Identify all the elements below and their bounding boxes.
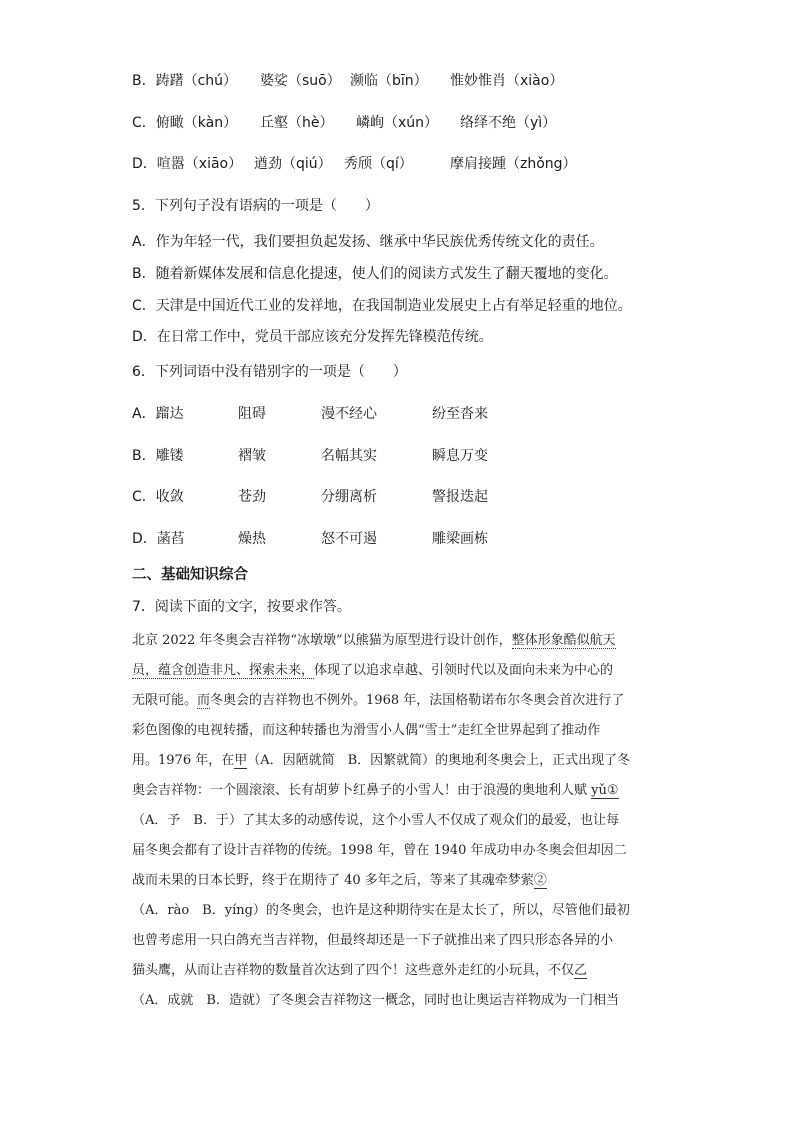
passage-text: 奥会吉祥物：一个圆滚滚、长有胡萝卜红鼻子的小雪人！由于浪漫的奥地利人赋 [132,783,592,798]
passage-line [132,842,660,860]
option-text: 苍劲 [238,489,266,505]
option-text: C．收敛 [132,489,184,505]
option-text: 瞬息万变 [432,448,488,464]
option-text: 怒不可遏 [321,531,377,547]
passage-text-dotted: 而 [197,693,211,708]
option-text: 漫不经心 [321,406,377,422]
passage-line [132,872,660,890]
option-d: D．在日常工作中，党员干部应该充分发挥先锋模范传统。 [132,329,493,345]
passage-text-dotted: 整体形象酷似航天 [511,633,616,648]
option-c: C．天津是中国近代工业的发祥地，在我国制造业发展史上占有举足轻重的地位。 [132,298,632,314]
option-text: 褶皱 [238,448,266,464]
option-text: 名幅其实 [321,448,377,464]
passage-text: （A．rào B．yíng）的冬奥会，也许是这种期待实在是太长了，所以，尽管他们最初 [132,903,630,918]
passage-text: （A．成就 B．造就）了冬奥会吉祥物这一概念，同时也让奥运吉祥物成为一门相当 [132,993,619,1008]
passage-text: 战而未果的日本长野，终于在期待了 40 多年之后，等来了其魂牵梦萦 [132,873,534,888]
passage-text: 猫头鹰，从而让吉祥物的数量首次达到了四个！这些意外走红的小玩具，不仅 [132,963,575,978]
blank-marker-jia: 甲 [234,753,248,768]
passage-line [132,782,660,800]
option-text: D．喧嚣（xiāo） [132,156,243,172]
option-text: 络绎不绝（yì） [460,115,557,131]
option-text: C．俯瞰（kàn） [132,115,238,131]
passage-text: 届冬奥会都有了设计吉祥物的传统。1998 年，曾在 1940 年成功申办冬奥会但却因二 [132,843,627,858]
option-text: B．踌躇（chú） [132,73,238,89]
option-text: 摩肩接踵（zhǒng） [450,156,577,172]
passage-text: 冬奥会的吉祥物也不例外。1968 年，法国格勒诺布尔冬奥会首次进行了 [210,693,625,708]
option-text: 惟妙惟肖（xiào） [450,73,564,89]
passage-line [132,662,660,680]
passage-line [132,812,660,830]
option-text: 纷至沓来 [432,406,488,422]
passage-text: 也曾考虑用一只白鸽充当吉祥物，但最终却还是一下子就推出来了四只形态各异的小 [132,933,614,948]
question-stem: 6．下列词语中没有错别字的一项是（ ） [132,364,407,380]
passage-line [132,632,660,650]
option-a: A．作为年轻一代，我们要担负起发扬、继承中华民族优秀传统文化的责任。 [132,234,604,250]
option-text: 濒临（bīn） [350,73,428,89]
option-text: 阻碍 [238,406,266,422]
passage-text: 北京 2022 年冬奥会吉祥物“冰墩墩”以熊猫为原型进行设计创作， [132,633,512,648]
option-text: 警报迭起 [432,489,488,505]
passage-line [132,962,660,980]
option-b: B．随着新媒体发展和信息化提速，使人们的阅读方式发生了翻天覆地的变化。 [132,266,618,282]
passage-text: 体现了以追求卓越、引领时代以及面向未来为中心的 [314,663,614,678]
passage-text-dotted: 员，蕴含创造非凡、探索未来， [132,663,315,678]
passage-line [132,752,660,770]
option-text: D．菡萏 [132,531,185,547]
passage-text: （A．予 B．于）了其太多的动感传说，这个小雪人不仅成了观众们的最爱，也让每 [132,813,619,828]
option-text: 燥热 [238,531,266,547]
option-text: A．蹓达 [132,406,184,422]
passage-line [132,902,660,920]
option-text: 分绷离析 [321,489,377,505]
section-title: 二、基础知识综合 [132,567,248,583]
question-stem: 5．下列句子没有语病的一项是（ ） [132,198,379,214]
passage-text: 无限可能。 [132,693,198,708]
blank-marker-yi: 乙 [574,963,588,978]
passage-line [132,992,660,1010]
blank-marker-2: ② [533,873,547,888]
passage-text: 用。1976 年，在 [132,753,235,768]
passage-line [132,692,660,710]
option-text: 秀颀（qí） [344,156,413,172]
option-text: 丘壑（hè） [260,115,334,131]
passage-line [132,932,660,950]
option-text: 嶙峋（xún） [356,115,439,131]
option-text: B．雕镂 [132,448,184,464]
option-text: 婆娑（suō） [260,73,341,89]
option-text: 雕梁画栋 [432,531,488,547]
passage-line [132,722,660,740]
blank-marker-1: yǔ① [591,783,619,798]
passage-text: （A．因陋就简 B．因繁就简）的奥地利冬奥会上，正式出现了冬 [247,753,631,768]
question-stem: 7．阅读下面的文字，按要求作答。 [132,599,351,615]
option-text: 遒劲（qiú） [254,156,332,172]
passage-text: 彩色图像的电视转播，而这种转播也为滑雪小人偶“雪士”走红全世界起到了推动作 [132,723,601,738]
